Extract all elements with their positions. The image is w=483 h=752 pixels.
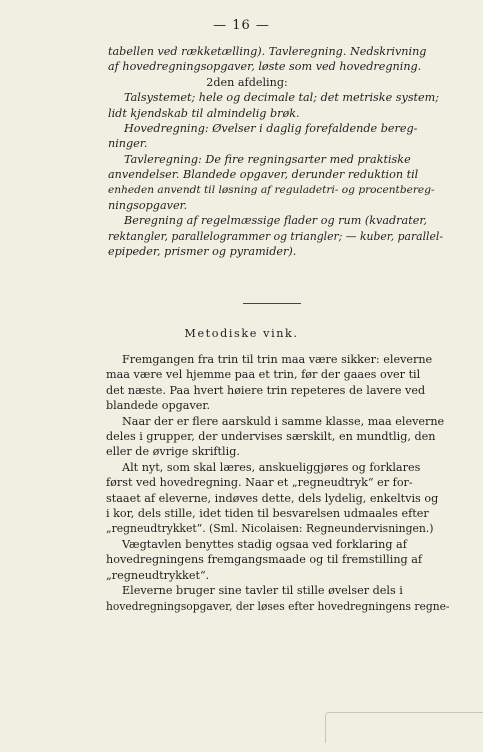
text-line: i kor, dels stille, idet tiden til besvarelsen udmaales efter bbox=[106, 507, 429, 521]
text-line: Eleverne bruger sine tavler til stille øvelser dels i bbox=[122, 584, 403, 598]
text-line: Hovedregning: Øvelser i daglig forefaldende bereg- bbox=[124, 122, 418, 136]
subsection-heading: 2den afdeling: bbox=[206, 75, 288, 89]
page-number: — 16 — bbox=[213, 18, 270, 33]
text-line: først ved hovedregning. Naar et „regneudtryk“ er for- bbox=[106, 476, 413, 490]
text-line: Tavleregning: De fire regningsarter med praktiske bbox=[124, 152, 411, 166]
text-line: Alt nyt, som skal læres, anskueliggjøres og forklares bbox=[122, 460, 421, 474]
text-line: anvendelser. Blandede opgaver, derunder reduktion til bbox=[108, 168, 419, 182]
curriculum-block bbox=[108, 44, 466, 260]
text-line: „regneudtrykket“. (Sml. Nicolaisen: Regneundervisningen.) bbox=[106, 522, 434, 536]
text-line: hovedregningsopgaver, der løses efter hovedregningens regne- bbox=[106, 599, 450, 613]
text-line: maa være vel hjemme paa et trin, før der gaaes over til bbox=[106, 368, 421, 382]
text-line: Beregning af regelmæssige flader og rum (kvadrater, bbox=[124, 214, 427, 228]
text-line: rektangler, parallelogrammer og triangler; — kuber, parallel- bbox=[108, 229, 443, 243]
text-line: det næste. Paa hvert høiere trin repeteres de lavere ved bbox=[106, 383, 426, 397]
text-line: eller de øvrige skriftlig. bbox=[106, 445, 240, 459]
text-line: enheden anvendt til løsning af reguladetri- og procentbereg- bbox=[108, 183, 435, 196]
text-line: Naar der er flere aarskuld i samme klasse, maa eleverne bbox=[122, 414, 445, 428]
text-line: ningsopgaver. bbox=[108, 199, 188, 213]
method-tips-block bbox=[106, 352, 468, 614]
scan-frame-edge bbox=[325, 712, 483, 743]
text-line: staaet af eleverne, indøves dette, dels lydelig, enkeltvis og bbox=[106, 491, 439, 505]
text-line: tabellen ved rækketælling). Tavleregning. Nedskrivning bbox=[108, 45, 427, 58]
text-line: blandede opgaver. bbox=[106, 399, 211, 413]
section-title: Metodiske vink. bbox=[184, 327, 299, 340]
text-line: deles i grupper, der undervises særskilt, en mundtlig, den bbox=[106, 430, 436, 444]
text-line: Fremgangen fra trin til trin maa være sikker: eleverne bbox=[122, 353, 433, 366]
text-line: hovedregningens fremgangsmaade og til fremstilling af bbox=[106, 553, 423, 567]
text-line: ninger. bbox=[108, 137, 148, 151]
text-line: Talsystemet; hele og decimale tal; det metriske system; bbox=[124, 91, 440, 105]
text-line: Vægtavlen benyttes stadig ogsaa ved forklaring af bbox=[122, 537, 407, 551]
text-line: lidt kjendskab til almindelig brøk. bbox=[108, 106, 300, 120]
text-line: af hovedregningsopgaver, løste som ved hovedregning. bbox=[108, 60, 422, 74]
section-divider bbox=[243, 303, 301, 304]
text-line: epipeder, prismer og pyramider). bbox=[108, 245, 297, 259]
text-line: „regneudtrykket“. bbox=[106, 568, 210, 582]
